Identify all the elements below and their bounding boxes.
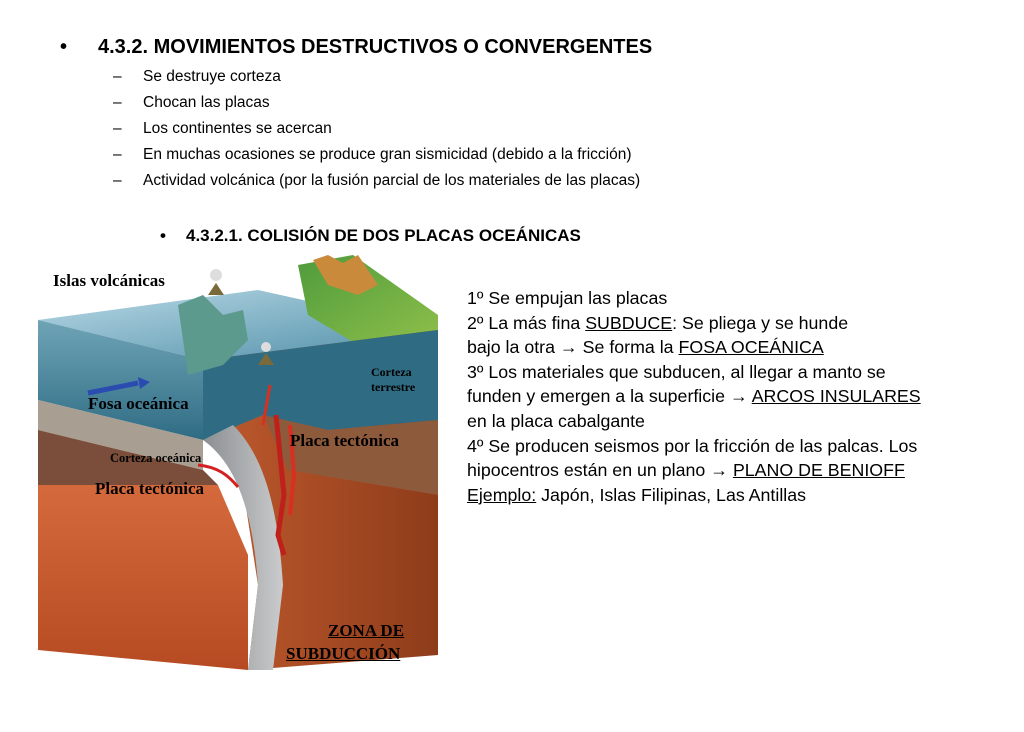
explanation-line: funden y emergen a la superficie → ARCOS INSULARES <box>467 386 921 407</box>
label-islas-volcanicas: Islas volcánicas <box>53 271 165 290</box>
dash: – <box>113 68 122 85</box>
ash-cloud <box>261 342 271 352</box>
label-corteza-terrestre <box>371 365 415 395</box>
explanation-line: hipocentros están en un plano → PLANO DE BENIOFF <box>467 460 905 481</box>
subduction-diagram <box>28 255 448 670</box>
point-text: Actividad volcánica (por la fusión parcial de los materiales de las placas) <box>143 172 641 189</box>
explanation-line: 4º Se producen seismos por la fricción de las palcas. Los <box>467 435 918 456</box>
label-line: Corteza <box>371 365 412 379</box>
label-corteza-oceanica: Corteza oceánica <box>110 451 202 465</box>
term-subduce: SUBDUCE <box>585 312 673 333</box>
example-label: Ejemplo: <box>467 484 537 505</box>
explanation-line: 3º Los materiales que subducen, al llegar a manto se <box>467 361 886 382</box>
dash: – <box>113 120 122 137</box>
term-fosa-oceanica: FOSA OCEÁNICA <box>678 337 824 358</box>
dash: – <box>113 94 122 111</box>
explanation-text <box>467 286 1007 507</box>
volcano <box>208 283 224 295</box>
ash-cloud <box>210 269 222 281</box>
point-text: Los continentes se acercan <box>143 120 332 137</box>
bullet: • <box>160 226 166 245</box>
label-subduccion: SUBDUCCIÓN <box>286 644 401 663</box>
label-line: terrestre <box>371 380 416 394</box>
arrow-icon: → <box>710 460 728 481</box>
label-zona-de: ZONA DE <box>328 621 405 640</box>
explanation-line: 2º La más fina SUBDUCE: Se pliega y se hunde <box>467 312 849 333</box>
arrow-icon: → <box>729 386 748 407</box>
explanation-line: Ejemplo: Japón, Islas Filipinas, Las Antillas <box>467 484 807 505</box>
label-placa-tectonica-left: Placa tectónica <box>95 479 205 498</box>
term-arcos-insulares: ARCOS INSULARES <box>751 386 921 407</box>
explanation-line: bajo la otra → Se forma la FOSA OCEÁNICA <box>467 337 824 358</box>
label-placa-tectonica-right: Placa tectónica <box>290 431 400 450</box>
subsection-title: 4.3.2.1. COLISIÓN DE DOS PLACAS OCEÁNICAS <box>186 226 581 245</box>
section-title: 4.3.2. MOVIMIENTOS DESTRUCTIVOS O CONVERGENTES <box>98 36 653 58</box>
label-fosa-oceanica: Fosa oceánica <box>88 394 189 413</box>
explanation-line: en la placa cabalgante <box>467 410 645 431</box>
point-text: En muchas ocasiones se produce gran sismicidad (debido a la fricción) <box>143 146 632 163</box>
mantle-front <box>38 485 248 670</box>
point-text: Se destruye corteza <box>143 68 281 85</box>
block-diagram-illustration <box>28 255 448 670</box>
term-plano-benioff: PLANO DE BENIOFF <box>732 460 905 481</box>
explanation-line: 1º Se empujan las placas <box>467 288 668 308</box>
dash: – <box>113 146 122 163</box>
dash: – <box>113 172 122 189</box>
arrow-icon: → <box>559 337 578 358</box>
bullet: • <box>60 36 68 58</box>
point-text: Chocan las placas <box>143 94 270 111</box>
